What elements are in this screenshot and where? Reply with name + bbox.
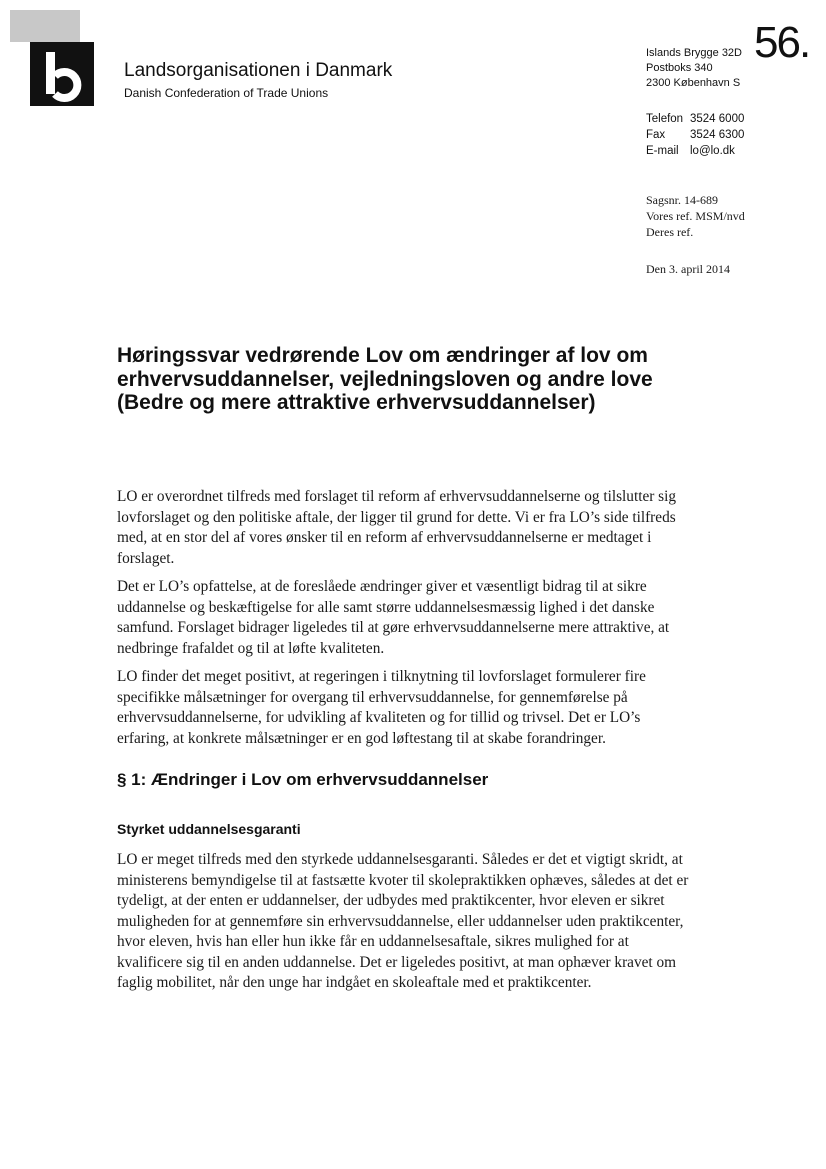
- document-title: Høringssvar vedrørende Lov om ændringer af lov om erhvervsuddannelser, vejledningsloven og andre love (Bedre og mere attraktive erhvervsuddannelser): [117, 344, 653, 414]
- body-paragraph: LO er meget tilfreds med den styrkede uddannelsesgaranti. Således er det et vigtigt skridt, at ministerens bemyndigelse til at fastsætte kvoter til skolepraktikken ophæves, således at det er tydeligt, at der enten er uddannelser, der udbydes med praktikcenter, hvor eleven er sikret muligheden for at gennemføre sin erhvervsuddannelse, eller uddannelser uden praktikcenter, hvor eleven, hvis han eller hun ikke får en uddannelsesaftale, sikres mulighed for at kvalificere sig til en anden uddannelse. Det er ligeledes positivt, at man ophæver kravet om faglig mobilitet, når den unge har indgået en skoleaftale med et praktikcenter.: [117, 851, 689, 991]
- reference-block: [646, 192, 745, 240]
- contact-label: E-mail: [646, 145, 679, 157]
- section-heading: § 1: Ændringer i Lov om erhvervsuddannelser: [117, 770, 489, 789]
- contact-value: 3524 6300: [690, 129, 745, 141]
- contact-fax: [646, 127, 744, 143]
- body-paragraph: LO er overordnet tilfreds med forslaget til reform af erhvervsuddannelserne og tilslutter sig lovforslaget og den politiske aftale, der ligger til grund for dette. Vi er fra LO’s side tilfreds med, at en stor del af vores ønsker til en reform af erhvervsuddannelserne er medtaget i forslaget.: [117, 488, 677, 567]
- subsection-heading: Styrket uddannelsesgaranti: [117, 821, 301, 837]
- lo-logo-icon: [30, 42, 94, 106]
- contact-label: Fax: [646, 129, 666, 141]
- contact-block: [646, 111, 744, 159]
- case-number: Sagsnr. 14-689: [646, 193, 718, 207]
- address-line: 2300 København S: [646, 77, 741, 89]
- lo-logo: [30, 42, 94, 106]
- body-paragraph: LO finder det meget positivt, at regeringen i tilknytning til lovforslaget formulerer fire specifikke målsætninger for overgang til erhvervsuddannelse, for gennemførelse på erhvervsuddannelserne, for udvikling af kvaliteten og for tillid og trivsel. Det er LO’s erfaring, at konkrete målsætninger er en god løftestang til at skabe forandringer.: [117, 668, 646, 747]
- org-subtitle: Danish Confederation of Trade Unions: [124, 86, 329, 100]
- contact-email: [646, 143, 744, 159]
- letter-date: Den 3. april 2014: [646, 262, 730, 276]
- your-reference: Deres ref.: [646, 225, 694, 239]
- contact-value: 3524 6000: [690, 113, 745, 125]
- contact-label: Telefon: [646, 113, 684, 125]
- org-name: Landsorganisationen i Danmark: [124, 60, 393, 81]
- address-line: Postboks 340: [646, 62, 713, 74]
- address-line: Islands Brygge 32D: [646, 47, 742, 59]
- contact-value: lo@lo.dk: [690, 145, 735, 157]
- handwritten-page-number: 56.: [754, 18, 810, 67]
- our-reference: Vores ref. MSM/nvd: [646, 209, 745, 223]
- address-block: [646, 46, 742, 91]
- contact-phone: [646, 111, 744, 127]
- body-paragraph: Det er LO’s opfattelse, at de foreslåede ændringer giver et væsentligt bidrag til at sikre uddannelse og beskæftigelse for alle samt større uddannelsesmæssig lighed i det danske samfund. Forslaget bidrager ligeledes til at gøre erhvervsuddannelserne mere attraktive, at nedbringe frafaldet og til at løfte kvaliteten.: [117, 578, 670, 657]
- scan-artifact: [10, 10, 80, 42]
